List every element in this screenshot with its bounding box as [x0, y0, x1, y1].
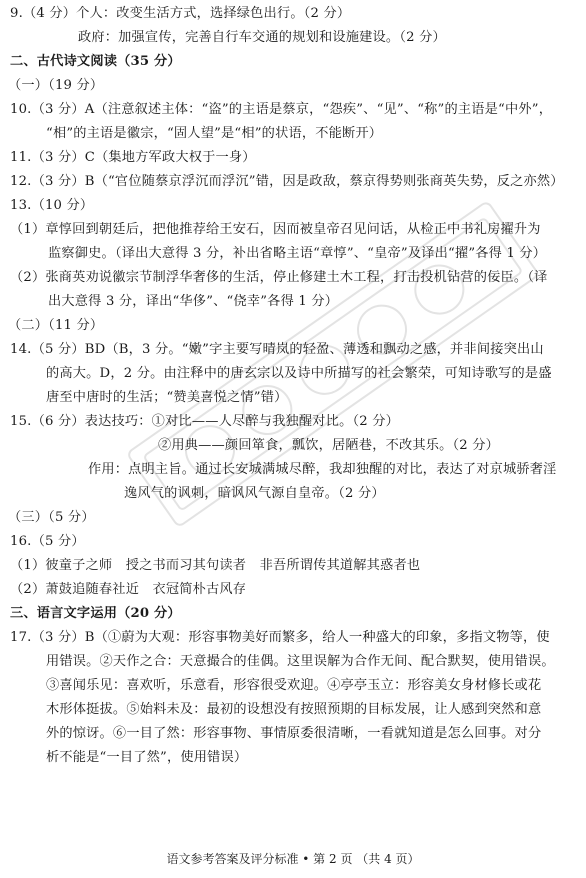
- subsection-heading-2: （二）（11 分）: [8, 318, 104, 333]
- subsection-heading-3: （三）（5 分）: [8, 510, 95, 525]
- answer-13-heading: 13.（10 分）: [10, 198, 94, 213]
- answer-13-part-1-line-1: （1）章惇回到朝廷后，把他推荐给王安石，因而被皇帝召见问话，从检正中书礼房擢升为: [10, 222, 541, 237]
- answer-17-line-4: 木形体挺拔。⑤始料未及：最初的设想没有按照预期的目标发展，让人感到突然和意: [46, 702, 542, 717]
- answer-14-line-2: 的高大。D，2 分。由注释中的唐玄宗以及诗中所描写的社会繁荣，可知诗歌写的是盛: [46, 366, 552, 381]
- answer-17-line-6: 析不能是“一目了然”，使用错误）: [46, 750, 248, 765]
- section-heading-language: 三、语言文字运用（20 分）: [10, 606, 181, 621]
- page-footer: 语文参考答案及评分标准 • 第 2 页 （共 4 页）: [166, 852, 420, 866]
- answer-17-line-2: 用错误。②天作之合：天意撮合的佳偶。这里误解为合作无间、配合默契，使用错误。: [46, 654, 555, 669]
- section-heading-classical: 二、古代诗文阅读（35 分）: [10, 54, 181, 69]
- subsection-heading-1: （一）（19 分）: [8, 78, 104, 93]
- answer-14-line-1: 14.（5 分）BD（B，3 分。“嫩”字主要写晴岚的轻盈、薄透和飘动之感，并非间接突出山: [10, 342, 544, 357]
- answer-13-part-2-line-2: 出大意得 3 分，译出“华侈”、“侥幸”各得 1 分）: [48, 294, 339, 309]
- answer-10-line-2: “相”的主语是徽宗，“固人望”是“相”的状语，不能断开）: [46, 126, 383, 141]
- answer-12: 12.（3 分）B（“官位随蔡京浮沉而浮沉”错，因是政敌，蔡京得势则张商英失势，反之亦然）: [10, 174, 564, 189]
- answer-10-line-1: 10.（3 分）A（注意叙述主体：“盗”的主语是蔡京，“怨疾”、“见”、“称”的主语是“中外”，: [10, 102, 553, 117]
- answer-13-part-1-line-2: 监察御史。（译出大意得 3 分，补出省略主语“章惇”、“皇帝”及译出“擢”各得 1 分）: [48, 246, 547, 261]
- answer-16-heading: 16.（5 分）: [10, 534, 85, 549]
- answer-16-part-2: （2）萧鼓追随春社近 衣冠简朴古风存: [10, 582, 247, 597]
- answer-16-part-1: （1）彼童子之师 授之书而习其句读者 非吾所谓传其道解其惑者也: [10, 558, 421, 573]
- answer-11: 11.（3 分）C（集地方军政大权于一身）: [10, 150, 256, 165]
- answer-15-line-4: 逸风气的讽刺，暗讽风气源自皇帝。（2 分）: [124, 486, 385, 501]
- answer-9-line-2: 政府：加强宣传，完善自行车交通的规划和设施建设。（2 分）: [78, 30, 446, 45]
- answer-15-line-3: 作用：点明主旨。通过长安城满城尽醉，我却独醒的对比，表达了对京城骄奢淫: [88, 462, 557, 477]
- answer-15-line-2: ②用典——颜回箪食，瓢饮，居陋巷，不改其乐。（2 分）: [158, 438, 500, 453]
- answer-13-part-2-line-1: （2）张商英劝说徽宗节制浮华奢侈的生活，停止修建土木工程，打击投机钻营的佞臣。（译: [10, 270, 548, 285]
- answer-17-line-5: 外的惊讶。⑥一目了然：形容事物、事情原委很清晰，一看就知道是怎么回事。对分: [46, 726, 542, 741]
- answer-15-line-1: 15.（6 分）表达技巧：①对比——人尽醉与我独醒对比。（2 分）: [10, 414, 400, 429]
- answer-17-line-3: ③喜闻乐见：喜欢听，乐意看，形容很受欢迎。④亭亭玉立：形容美女身材修长或花: [46, 678, 542, 693]
- answer-17-line-1: 17.（3 分）B（①蔚为大观：形容事物美好而繁多，给人一种盛大的印象，多指文物等，使: [10, 630, 550, 645]
- answer-14-line-3: 唐至中唐时的生活；“赞美喜悦之情”错）: [46, 390, 288, 405]
- answer-9-line-1: 9.（4 分）个人：改变生活方式，选择绿色出行。（2 分）: [10, 6, 351, 21]
